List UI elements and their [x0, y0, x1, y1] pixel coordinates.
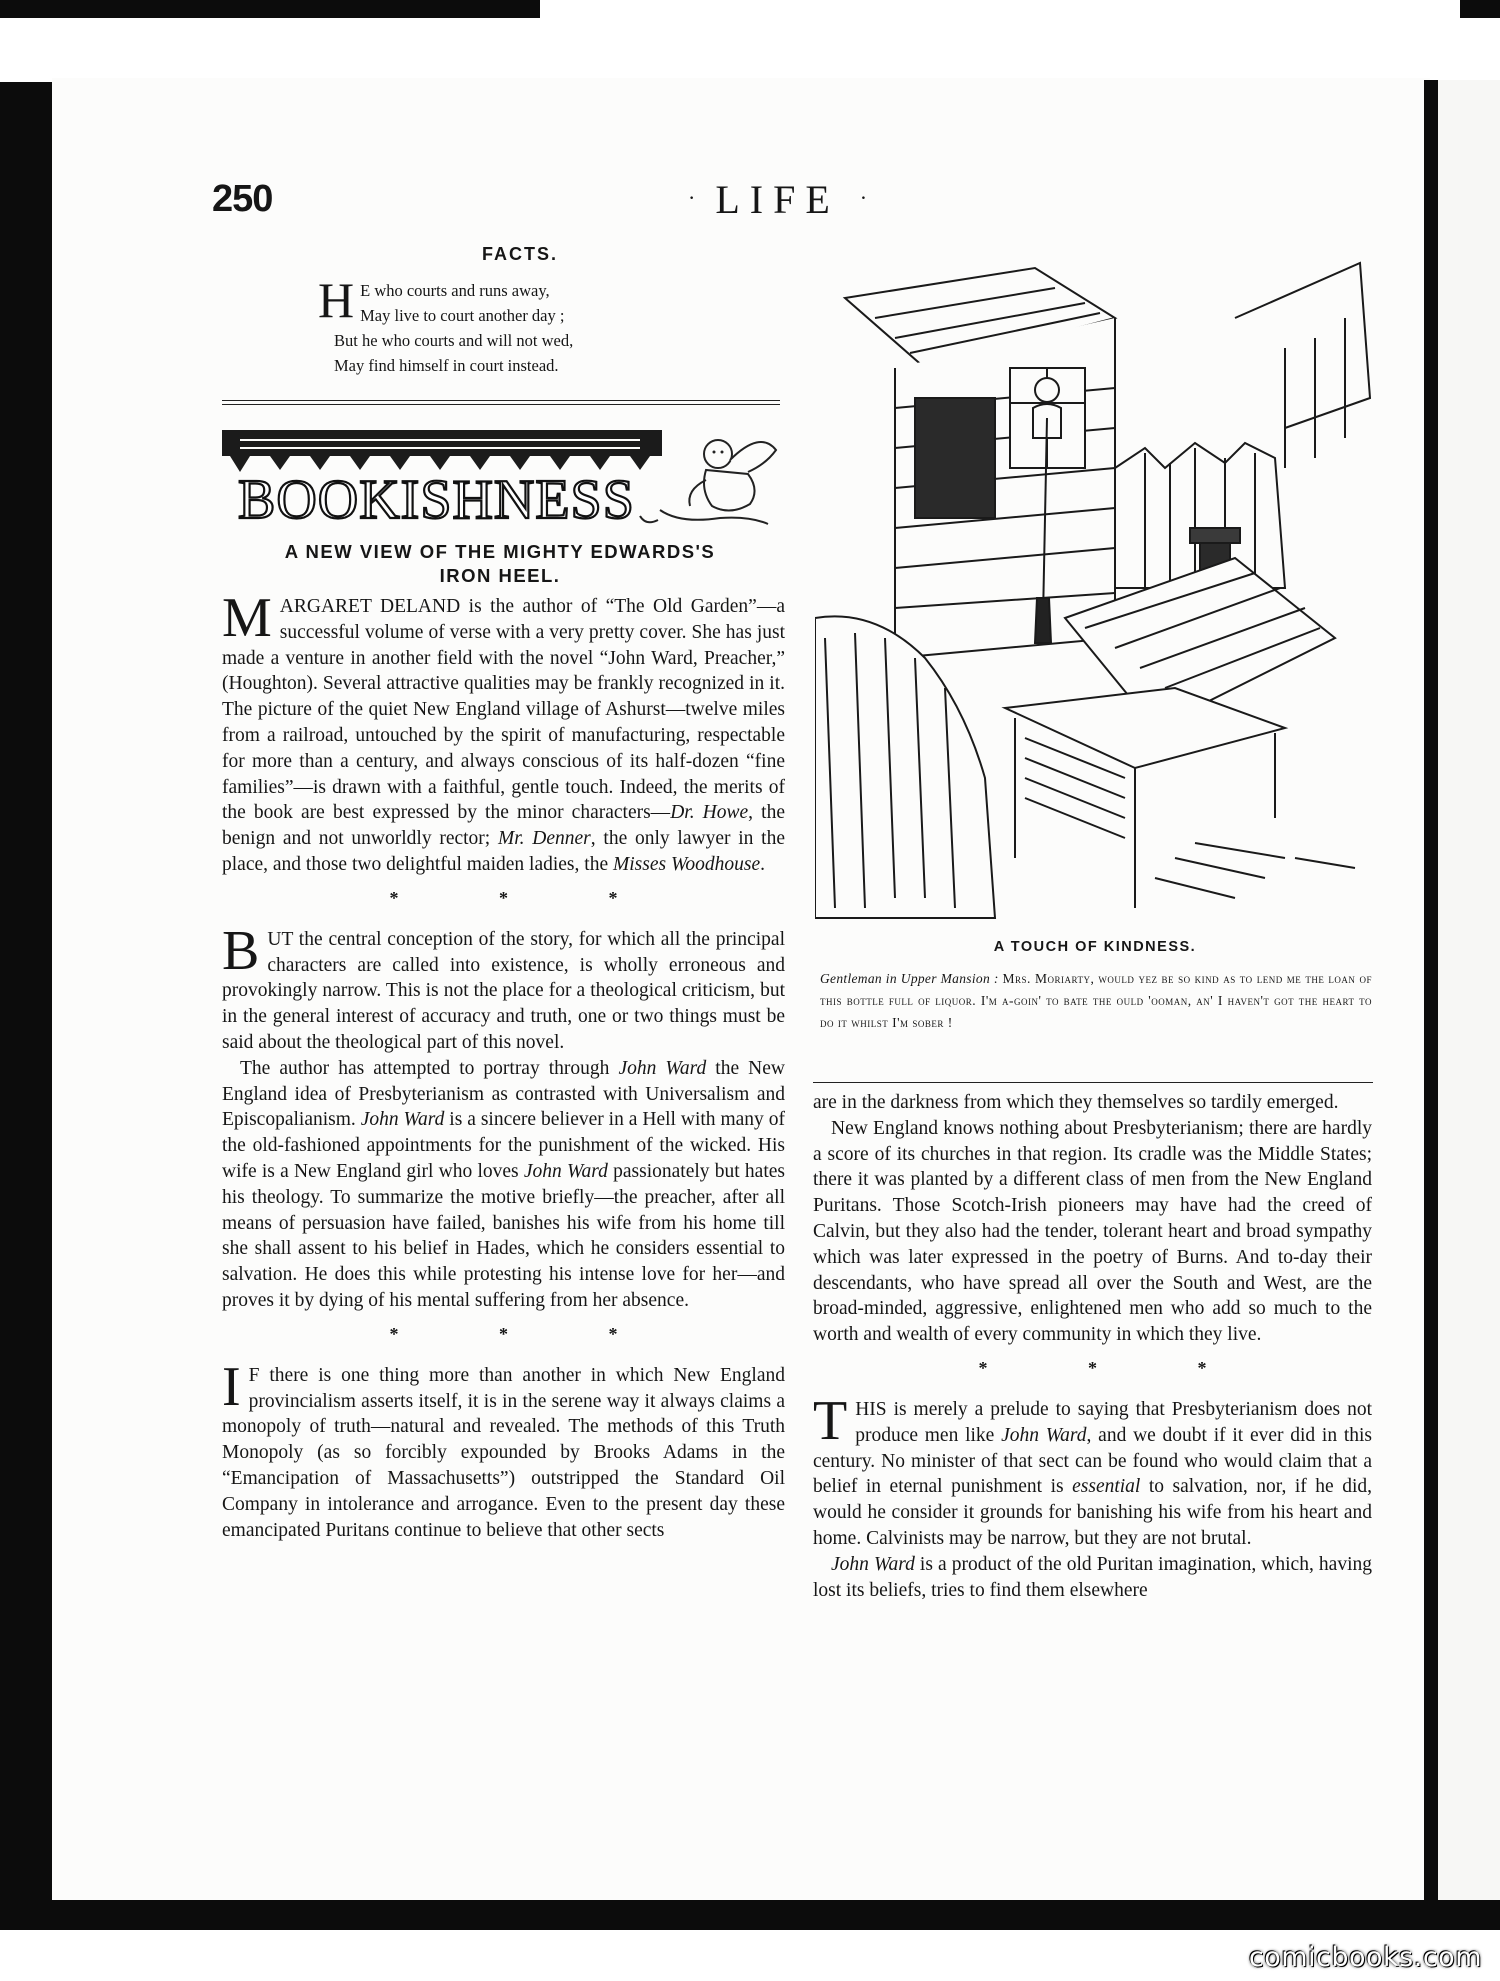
paragraph-3 — [222, 1056, 785, 1314]
paragraph-text: , the benign and not unworldly rector; — [222, 802, 785, 850]
poem — [318, 272, 698, 378]
paragraph-text: , the only lawyer in the place, and those two delightful maiden ladies, the — [222, 828, 785, 875]
caption-speaker: Gentleman in Upper Mansion : — [820, 971, 999, 986]
paragraph-text: , and we doubt if it ever did in this century. No minister of that sect can be found who would claim that a belief in eternal punishment is — [813, 1424, 1372, 1498]
paragraph-1 — [222, 587, 785, 878]
section-stars: * * * — [978, 1357, 1255, 1378]
site-watermark: comicbooks.com — [1248, 1942, 1482, 1973]
paragraph-text: HIS is merely a prelude to saying that Presbyterianism does not produce men like — [855, 1398, 1372, 1446]
paragraph-text: ARGARET DELAND is the author of “The Old Garden”—a successful volume of verse with a very pretty cover. She has just made a venture in another field with the novel “John Ward, Preacher,” (Houghton). Several attractive qualities may be frankly recognized in it. The picture of the quiet New England village of Ashurst—twelve miles from a railroad, untouched by the spirit of manufacturing, respectable for more than a century, and always conscious of its half-dozen “fine families”—is drawn with a faithful, gentle touch. Indeed, the merits of the book are best expressed by the minor characters— — [222, 596, 785, 824]
adjacent-page-edge — [1438, 80, 1500, 1900]
masthead-dot-right: · — [859, 185, 868, 210]
masthead — [688, 176, 867, 223]
masthead-title: LIFE — [715, 177, 840, 222]
page-number: 250 — [212, 178, 273, 220]
character-name: John Ward — [523, 1160, 608, 1182]
headline-line-1: A NEW VIEW OF THE MIGHTY EDWARDS'S — [284, 541, 716, 562]
emphasis: essential — [1072, 1476, 1141, 1498]
paragraph-text: the New England idea of Presbyterianism as contrasted with Universalism and Episcopalianism. — [222, 1057, 785, 1131]
dropcap-b: B — [222, 919, 260, 982]
headline-line-2: IRON HEEL. — [439, 565, 561, 586]
poem-dropcap: H — [318, 272, 355, 328]
caption-quote: Mrs. Moriarty, would yez be so kind as to lend me the loan of this bottle full of liquor. I'm a-goin' to bate the ould 'ooman, an' I haven't got the heart to do it whilst I'm sober ! — [820, 971, 1372, 1030]
paragraph-text: to salvation, nor, if he did, would he consider it grounds for banishing his wife from his heart and home. Calvinists may be narrow, but they are not brutal. — [813, 1476, 1372, 1549]
character-name: Misses Woodhouse — [612, 853, 761, 875]
article-headline — [222, 540, 778, 588]
character-name: John Ward — [360, 1109, 445, 1131]
top-margin-band — [0, 0, 1500, 82]
page-gutter — [1424, 80, 1438, 1900]
paragraph-5: are in the darkness from which they themselves so tardily emerged. — [813, 1092, 1339, 1113]
poem-line: E who courts and runs away, — [360, 281, 550, 300]
caption-rule — [813, 1082, 1373, 1083]
character-name: John Ward — [1001, 1424, 1087, 1446]
paragraph-text: passionately but hates his theology. To summarize the motive briefly—the preacher, after all means of persuasion have failed, banishes his wife from his home till she shall assent to his belief in Hades, which he considers essential to salvation. He does this while protesting his intense love for her—and proves it by dying of his mental suffering from her absence. — [222, 1160, 785, 1311]
poem-title: FACTS. — [481, 244, 558, 264]
paragraph-4 — [222, 1355, 785, 1544]
article-column-right — [813, 1090, 1372, 1603]
paragraph-text: is a product of the old Puritan imagination, which, having lost its beliefs, tries to find them elsewhere — [813, 1553, 1372, 1601]
paragraph-8 — [813, 1552, 1372, 1604]
character-name: John Ward — [831, 1553, 915, 1575]
paragraph-text: . — [760, 853, 766, 875]
illustration-a-touch-of-kindness — [815, 258, 1375, 920]
section-stars: * * * — [389, 1323, 666, 1344]
paragraph-text: The author has attempted to portray through — [240, 1057, 619, 1079]
paragraph-text: is a sincere believer in a Hell with many of the old-fashioned appointments for the punishment of the wicked. His wife is a New England girl who loves — [222, 1109, 785, 1182]
illustration-caption — [820, 968, 1372, 1034]
character-name: John Ward — [618, 1057, 707, 1079]
section-stars: * * * — [389, 887, 666, 908]
poem-line: But he who courts and will not wed, — [334, 331, 574, 350]
article-column-left — [222, 587, 785, 1543]
poem-line: May find himself in court instead. — [334, 356, 559, 375]
bookishness-banner — [220, 420, 780, 530]
dropcap-i: I — [222, 1355, 241, 1418]
section-rule — [222, 400, 780, 405]
dropcap-t: T — [813, 1389, 848, 1452]
paragraph-2 — [222, 919, 785, 1056]
paragraph-text: UT the central conception of the story, for which all the principal characters are called into existence, is wholly erroneous and provokingly narrow. This is not the place for a theological criticism, but in the general interest of accuracy and truth, one or two things must be said about the theological part of this novel. — [222, 928, 785, 1053]
paragraph-6: New England knows nothing about Presbyterianism; there are hardly a score of its churches in that region. Its cradle was the Middle States; there it was planted by a different class of men from the New England Puritans. Those Scotch-Irish pioneers may have had the creed of Calvin, but they also had the tender, tolerant heart and broad sympathy which was later expressed in the poetry of Burns. And to-day their descendants, who have spread all over the South and West, are the broad-minded, aggressive, enlightened men who add so much to the worth and wealth of every community in which they live. — [813, 1117, 1372, 1346]
banner-text: BOOKISHNESS — [238, 469, 635, 530]
poem-line: May live to court another day ; — [360, 306, 565, 325]
masthead-dot-left: · — [688, 185, 696, 210]
character-name: Dr. Howe — [670, 802, 749, 824]
paragraph-text: F there is one thing more than another in which New England provincialism asserts itself, it is in the serene way it always claims a monopoly of truth—natural and revealed. The methods of this Truth Monopoly (as so forcibly expounded by Brooks Adams in the “Emancipation of Massachusetts”) outstripped the Standard Oil Company in intolerance and arrogance. Even to the present day these emancipated Puritans continue to believe that other sects — [222, 1364, 785, 1541]
paragraph-7 — [813, 1389, 1372, 1552]
character-name: Mr. Denner — [497, 828, 591, 850]
dropcap-m: M — [222, 587, 272, 649]
illustration-title: A TOUCH OF KINDNESS. — [993, 939, 1197, 955]
